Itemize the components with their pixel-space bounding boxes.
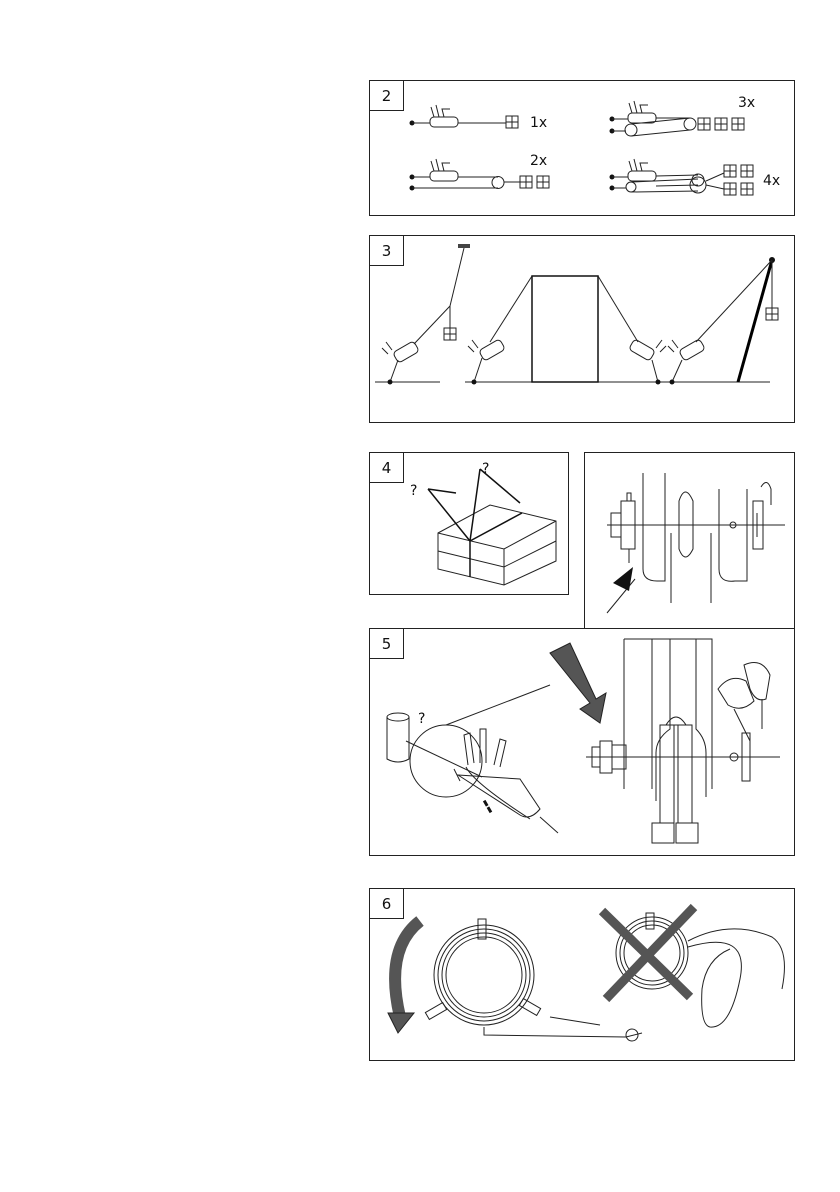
hoist-body xyxy=(454,729,558,833)
panel-4-sling-load xyxy=(369,452,569,595)
question-mark: ? xyxy=(418,711,426,727)
question-mark-a: ? xyxy=(410,483,418,499)
panel-number: 4 xyxy=(370,453,404,483)
reeving-4x xyxy=(610,159,781,195)
shackle-chain-detail xyxy=(586,639,780,843)
label-3x: 3x xyxy=(738,95,756,111)
attachment-diagram xyxy=(370,629,796,857)
block-anchor xyxy=(468,276,666,385)
direction-arrow-icon xyxy=(550,643,606,723)
reeving-diagram xyxy=(370,81,796,217)
correct-coil xyxy=(425,919,642,1041)
label-2x: 2x xyxy=(530,153,548,169)
panel-2-reeving-configurations xyxy=(369,80,795,216)
hoist-with-load xyxy=(382,244,470,385)
incorrect-coil xyxy=(602,907,784,1027)
panel-6-cable-uncoiling xyxy=(369,888,795,1061)
shackle-pin-detail xyxy=(585,453,796,633)
panel-number: 6 xyxy=(370,889,404,919)
question-mark-b: ? xyxy=(482,461,490,477)
anchoring-diagram xyxy=(370,236,796,424)
svg-text:▬▬: ▬▬ xyxy=(480,797,496,816)
panel-number: 2 xyxy=(370,81,404,111)
sling-box-diagram xyxy=(370,453,570,596)
cylinder-anchor xyxy=(387,713,482,777)
label-1x: 1x xyxy=(530,115,548,131)
reeving-3x xyxy=(610,95,756,136)
zoom-circle xyxy=(410,725,482,797)
reeving-2x xyxy=(410,153,550,191)
panel-number: 5 xyxy=(370,629,404,659)
panel-5-shackle-attachment xyxy=(369,628,795,856)
detail-arrow-icon xyxy=(613,567,633,591)
cable-coil-diagram xyxy=(370,889,796,1062)
label-4x: 4x xyxy=(763,173,781,189)
panel-number: 3 xyxy=(370,236,404,266)
panel-3-anchoring-examples xyxy=(369,235,795,423)
rotation-arrow-icon xyxy=(395,921,420,1017)
reeving-1x xyxy=(410,105,548,131)
pole-anchor xyxy=(668,257,778,385)
